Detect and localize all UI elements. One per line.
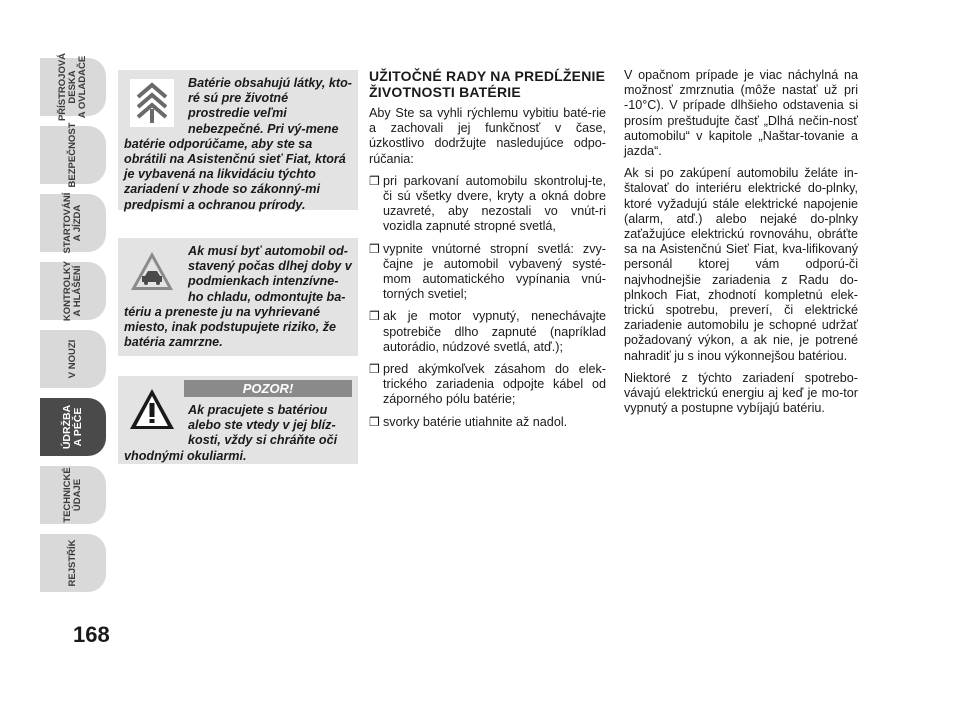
environment-note-text: Batérie obsahujú látky, kto-ré sú pre životné prostredie veľmi nebezpečné. Pri vý-mene batérie odporúčame, aby ste sa obrátili na Asistenčnú sieť Fiat, ktorá je vybavená na likvidáciu týchto zariadení v zhode so zákonný-mi predpismi a ochranou prírody. [124,76,352,212]
paragraph: Niektoré z týchto zariadení spotrebo-vávajú elektrickú energiu aj keď je mo-tor vypnutý a postupne vybíjajú batériu. [624,370,858,416]
list-item-text: ak je motor vypnutý, nenechávajte spotrebiče dlho zapnuté (napríklad autorádio, núdzové svetlá, atď.); [383,309,606,354]
tab-label: KONTROLKY A HLÁŠENÍ [62,260,83,322]
environment-note [118,70,358,210]
list-item [369,174,606,235]
checkbox-bullet-icon: ❒ [369,414,380,429]
warning-title: POZOR! [184,380,352,397]
tab-bezpecnost[interactable] [40,122,106,188]
section-heading: UŽITOČNÉ RADY NA PREDĹŽENIE ŽIVOTNOSTI BATÉRIE [369,68,606,100]
winter-note-text: Ak musí byť automobil od-stavený počas dlhej doby v podmienkach intenzívne-ho chladu, odmontujte ba-tériu a preneste ju na vyhrievané miesto, inak podstupujete riziko, že batéria zamrzne. [124,244,352,350]
main-column [369,68,606,437]
list-item [369,242,606,303]
right-column [624,68,858,423]
tab-label: PŘÍSTROJOVÁ DESKA A OVLADAČE [57,52,89,122]
tab-v-nouzi[interactable] [40,330,106,388]
chapter-tabs [40,52,106,602]
list-item-text: pred akýmkoľvek zásahom do elek-trického zariadenia odpojte kábel od záporného pólu batérie; [383,362,606,407]
winter-note [118,238,358,356]
list-item [369,309,606,355]
paragraph: Ak si po zakúpení automobilu želáte in-štalovať do interiéru elektrické do-plnky, ktoré vyžadujú stále elektrické napojenie (alarm, atď.) alebo nejaké do-plnky zaťažujúce elektrickú rovnováhu, obráťte sa na Asistenčnú Sieť Fiat, kva-lifikovaný personál ktorej vám odporú-či najvhodnejšie zariadenia z Radu do-plnkoch Fiat, zhodnotí kompletnú elek-trickú spotrebu, preverí, či elektrické zariadenie automobilu je schopné udržať požadovaný výkon, a ak nie, je potrené nahradiť ju s inou výkonnejšou batériou. [624,166,858,363]
list-item-text: vypnite vnútorné stropní svetlá: zvy-čajne je automobil vybavený systé-mom automatického vypínania vnú-torných svetiel; [383,241,606,302]
tab-kontrolky[interactable] [40,262,106,320]
tab-label: STARTOVÁNÍ A JÍZDA [62,192,83,254]
tab-label: V NOUZI [67,339,78,379]
checkbox-bullet-icon: ❒ [369,173,380,188]
exclamation-warning-icon [124,382,180,436]
checkbox-bullet-icon: ❒ [369,309,380,324]
list-item-text: svorky batérie utiahnite až nadol. [383,414,568,429]
warning-note-text: Ak pracujete s batériou alebo ste vtedy v jej blíz-kosti, vždy si chráňte oči vhodnými okuliarmi. [124,403,338,463]
page-number: 168 [73,622,110,647]
checkbox-bullet-icon: ❒ [369,241,380,256]
car-warning-icon [124,244,180,298]
tab-rejstrik[interactable] [40,534,106,592]
list-item [369,362,606,408]
checkbox-bullet-icon: ❒ [369,362,380,377]
tab-label: ÚDRŽBA A PÉČE [61,404,84,450]
tab-technicke-udaje[interactable] [40,466,106,524]
warning-note [118,376,358,464]
tab-pristrojova-deska[interactable] [40,52,106,122]
tab-udrzba[interactable] [40,398,106,456]
tab-label: TECHNICKÉ ÚDAJE [62,467,83,523]
list-item [369,415,606,430]
tab-label: REJSTŘÍK [67,539,78,587]
list-item-text: pri parkovaní automobilu skontroluj-te, či sú všetky dvere, kryty a okná dobre uzavreté, aby nezostali vo vnút-ri vozidla zapnuté stropné svetlá, [383,173,606,234]
intro-paragraph: Aby Ste sa vyhli rýchlemu vybitiu baté-rie a zachovali jej funkčnosť v čase, úzkostlivo dodržujte nasledujúce odpo-rúčania: [369,106,606,166]
tree-icon [124,76,180,130]
paragraph: V opačnom prípade je viac náchylná na možnosť zmrznutia (môže nastať už pri -10°C). V prípade dlhšieho odstavenia si prosím preštudujte časť „Dlhá nečin-nosť automobilu“ v kapitole „Naštar-tovanie a jazda“. [624,68,858,159]
tab-startovani[interactable] [40,194,106,252]
tab-label: BEZPEČNOST [67,122,78,188]
